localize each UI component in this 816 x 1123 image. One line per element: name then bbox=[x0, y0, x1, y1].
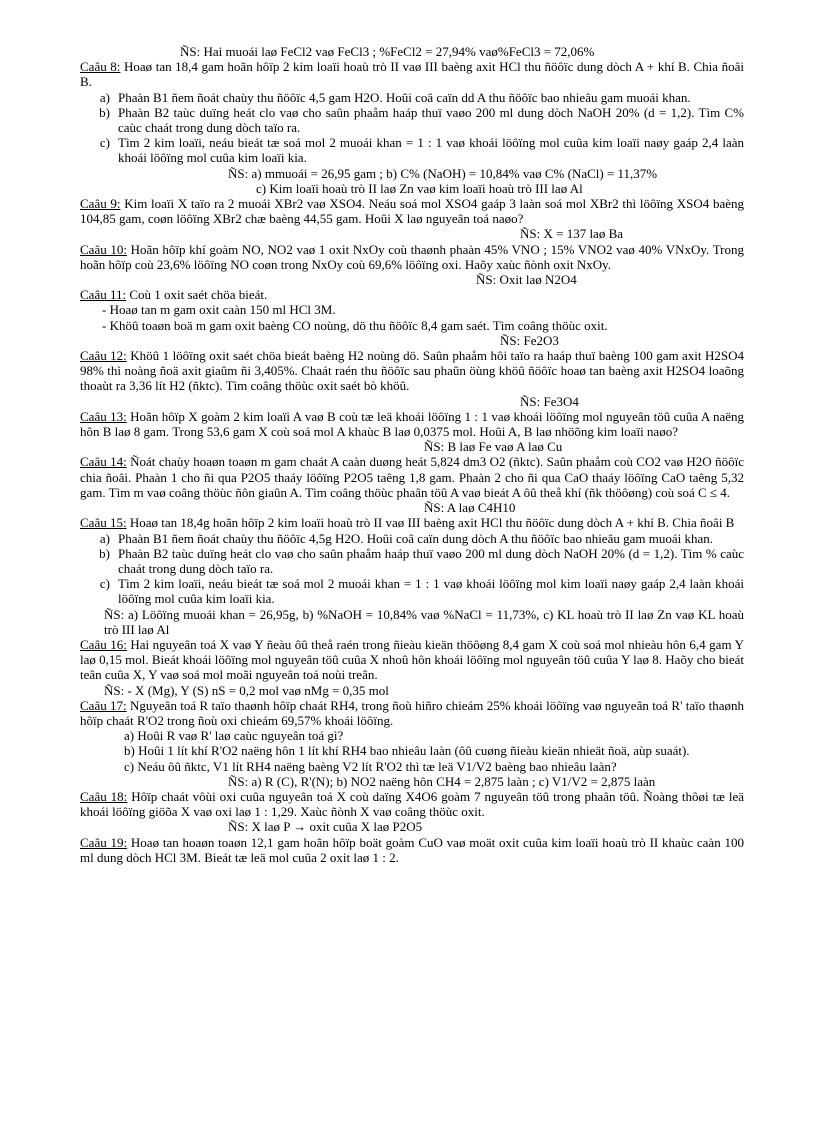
answer-line: ÑS: Fe3O4 bbox=[520, 393, 579, 409]
question-11 bbox=[80, 287, 744, 302]
item-label: c) bbox=[99, 576, 110, 592]
list-item bbox=[80, 546, 744, 576]
question-12 bbox=[80, 348, 744, 394]
list-item: a) Hoûi R vaø R' laø caùc nguyeân toá gì? bbox=[124, 728, 344, 744]
item-text: Phaàn B1 ñem ñoát chaùy thu ñöôïc 4,5 gam H2O. Hoûi coâ caïn dd A thu ñöôïc bao nhieâu gam muoái khan. bbox=[118, 89, 691, 105]
question-text: Khöû 1 löôïng oxit saét chöa bieát baèng H2 noùng dö. Saûn phaåm hôi taïo ra haáp thuï baèng 100 gam axit H2SO4 98% thì noàng ñoä axit giaûm ñi 3,405%. Chaát raén thu ñöôïc sau phaûn öùng khöû ñöôïc hoaø tan baèng axit H2SO4 loaõng thoaùt ra 3,36 lít H2 (ñktc). Tìm coâng thöùc oxit saét bò khöû. bbox=[80, 348, 744, 394]
question-text: Ñoát chaùy hoaøn toaøn m gam chaát A caàn duøng heát 5,824 dm3 O2 (ñktc). Saûn phaåm coù CO2 vaø H2O ñöôïc chia ñoâi. Phaàn 1 cho ñi qua P2O5 thaáy löôïng P2O5 taêng 1,8 gam. Phaàn 2 cho ñi qua CaO thaáy löôïng CaO taêng 5,32 gam. Tìm m vaø coâng thöùc ñôn giaûn A. Tìm coâng thöùc phaân töû A vaø bieát A ôû theå khí (ñk thöôøng) coù soá C ≤ 4. bbox=[80, 454, 744, 500]
item-label: b) bbox=[99, 545, 110, 561]
item-label: c) bbox=[99, 135, 110, 151]
question-15 bbox=[80, 515, 744, 530]
item-text: Phaàn B2 taùc duïng heát clo vaø cho saûn phaåm haáp thuï vaøo 200 ml dung dòch NaOH 20% (d = 1,2). Tìm C% caùc chaát trong dung dòch taïo ra. bbox=[118, 104, 744, 136]
answer-line: ÑS: A laø C4H10 bbox=[424, 500, 516, 516]
question-label: Caâu 18: bbox=[80, 788, 128, 804]
question-text: Hoãn hôïp khí goàm NO, NO2 vaø 1 oxit NxOy coù thaønh phaàn 45% VNO ; 15% VNO2 vaø 40% VNxOy. Trong hoãn hôïp coù 23,6% löôïng NO coøn trong NxOy coù 69,6% löôïng oxi. Haõy xaùc ñònh oxit NxOy. bbox=[80, 241, 745, 272]
question-label: Caâu 17: bbox=[80, 697, 127, 713]
list-item: c) Neáu ôû ñktc, V1 lít RH4 naëng baèng V2 lít R'O2 thì tæ leä V1/V2 baèng bao nhieâu laàn? bbox=[124, 758, 617, 774]
question-label: Caâu 10: bbox=[80, 241, 127, 257]
question-10 bbox=[80, 242, 744, 272]
question-label: Caâu 9: bbox=[80, 196, 121, 212]
question-label: Caâu 12: bbox=[80, 348, 127, 364]
list-item bbox=[80, 135, 744, 165]
item-text: Tìm 2 kim loaïi, neáu bieát tæ soá mol 2 muoái khan = 1 : 1 vaø khoái löôïng mol cuûa kim loaïi naøy gaáp 2,4 laàn khoái löôïng mol cuûa kim loaïi kia. bbox=[118, 135, 744, 166]
question-8 bbox=[80, 59, 744, 89]
answer-line: ÑS: a) R (C), R'(N); b) NO2 naëng hôn CH4 = 2,875 laàn ; c) V1/V2 = 2,875 laàn bbox=[228, 773, 656, 789]
question-label: Caâu 16: bbox=[80, 636, 127, 652]
list-item bbox=[80, 576, 744, 606]
question-18 bbox=[80, 789, 744, 819]
list-item: - Hoaø tan m gam oxit caàn 150 ml HCl 3M. bbox=[102, 302, 336, 318]
answer-line: ÑS: Fe2O3 bbox=[500, 332, 559, 348]
item-label: b) bbox=[99, 104, 110, 120]
list-item bbox=[80, 90, 744, 105]
question-9 bbox=[80, 196, 744, 226]
document-page bbox=[80, 44, 744, 865]
answer-line: ÑS: X = 137 laø Ba bbox=[520, 226, 624, 242]
answer-line: ÑS: - X (Mg), Y (S) nS = 0,2 mol vaø nMg = 0,35 mol bbox=[104, 682, 389, 698]
item-text: Tìm 2 kim loaïi, neáu bieát tæ soá mol 2 muoái khan = 1 : 1 vaø khoái löôïng mol kim loaïi naøy gaáp 2,4 laàn khoái löôïng mol cuûa kim loaïi kia. bbox=[118, 576, 744, 607]
answer-line: ÑS: Oxit laø N2O4 bbox=[476, 272, 577, 288]
question-14 bbox=[80, 454, 744, 500]
item-label: a) bbox=[99, 89, 110, 105]
question-label: Caâu 19: bbox=[80, 834, 128, 850]
question-text: Coù 1 oxit saét chöa bieát. bbox=[126, 287, 268, 303]
answer-line: ÑS: a) Löôïng muoái khan = 26,95g, b) %NaOH = 10,84% vaø %NaCl = 11,73%, c) KL hoaù trò II laø Zn vaø KL hoaù trò III laø Al bbox=[104, 606, 744, 637]
question-label: Caâu 15: bbox=[80, 515, 127, 531]
question-17 bbox=[80, 698, 744, 728]
answer-line: c) Kim loaïi hoaù trò II laø Zn vaø kim loaïi hoaù trò III laø Al bbox=[256, 180, 583, 196]
answer-line: ÑS: B laø Fe vaø A laø Cu bbox=[424, 439, 563, 455]
item-label: a) bbox=[99, 530, 110, 546]
question-label: Caâu 14: bbox=[80, 454, 127, 470]
item-text: Phaàn B1 ñem ñoát chaùy thu ñöôïc 4,5g H2O. Hoûi coâ caïn dung dòch A thu ñöôïc bao nhieâu gam muoái khan. bbox=[118, 530, 713, 546]
question-19 bbox=[80, 835, 744, 865]
question-text: Nguyeân toá R taïo thaønh hôïp chaát RH4, trong ñoù hiñro chieám 25% khoái löôïng vaø nguyeân toá R' taïo thaønh hôïp chaát R'O2 trong ñoù oxi chieám 69,57% khoái löôïng. bbox=[80, 697, 744, 728]
question-text: Kim loaïi X taïo ra 2 muoái XBr2 vaø XSO4. Neáu soá mol XSO4 gaáp 3 laàn soá mol XBr2 thì löôïng XSO4 baèng 104,85 gam, coøn löôïng XBr2 chæ baèng 44,55 gam. Hoûi X laø nguyeân toá naøo? bbox=[80, 196, 744, 227]
question-text: Hoaø tan hoaøn toaøn 12,1 gam hoãn hôïp boät goàm CuO vaø moät oxit cuûa kim loaïi hoaù trò II khaùc caàn 100 ml dung dòch HCl 3M. Bieát tæ leä mol cuûa 2 oxit laø 1 : 2. bbox=[80, 834, 744, 865]
answer-line: ÑS: a) mmuoái = 26,95 gam ; b) C% (NaOH) = 10,84% vaø C% (NaCl) = 11,37% bbox=[228, 165, 658, 181]
answer-line: ÑS: X laø P → oxit cuûa X laø P2O5 bbox=[228, 819, 423, 835]
list-item bbox=[80, 105, 744, 135]
question-label: Caâu 13: bbox=[80, 408, 127, 424]
list-item bbox=[80, 531, 744, 546]
question-text: Hôïp chaát vôùi oxi cuûa nguyeân toá X coù daïng X4O6 goàm 7 nguyeân töû trong phaân töû. Ñoàng thôøi tæ leä khoái löôïng giöõa X vaø oxi laø 1 : 1,29. Xaùc ñònh X vaø coâng thöùc oxit. bbox=[80, 788, 745, 820]
question-text: Hoãn hôïp X goàm 2 kim loaïi A vaø B coù tæ leä khoái löôïng 1 : 1 vaø khoái löôïng mol nguyeân töû cuûa A naëng hôn B laø 8 gam. Trong 53,6 gam X coù soá mol A khaùc B laø 0,0375 mol. Hoûi A, B laø nhöõng kim loaïi naøo? bbox=[80, 408, 744, 440]
question-label: Caâu 8: bbox=[80, 59, 121, 75]
question-text: Hoaø tan 18,4 gam hoãn hôïp 2 kim loaïi hoaù trò II vaø III baèng axit HCl thu ñöôïc dung dòch A + khí B. Chia ñoâi B. bbox=[80, 59, 745, 90]
answer-line: ÑS: Hai muoái laø FeCl2 vaø FeCl3 ; %FeCl2 = 27,94% vaø%FeCl3 = 72,06% bbox=[180, 44, 595, 59]
question-text: Hoaø tan 18,4g hoãn hôïp 2 kim loaïi hoaù trò II vaø III baèng axit HCl thu ñöôïc dung dòch A + khí B. Chia ñoâi B bbox=[126, 515, 735, 531]
list-item: - Khöû toaøn boä m gam oxit baèng CO noùng, dö thu ñöôïc 8,4 gam saét. Tìm coâng thöùc oxit. bbox=[102, 317, 608, 333]
item-text: Phaàn B2 taùc duïng heát clo vaø cho saûn phaåm haáp thuï vaøo 200 ml dung dòch NaOH 20% (d = 1,2). Tìm % caùc chaát trong dung dòch taïo ra. bbox=[118, 545, 744, 576]
list-item: b) Hoûi 1 lít khí R'O2 naëng hôn 1 lít khí RH4 bao nhieâu laàn (ôû cuøng ñieàu kieän nhieät ñoä, aùp suaát). bbox=[124, 743, 690, 759]
question-16 bbox=[80, 637, 744, 683]
question-13 bbox=[80, 409, 744, 439]
question-label: Caâu 11: bbox=[80, 287, 127, 303]
question-text: Hai nguyeân toá X vaø Y ñeàu ôû theå raén trong ñieàu kieän thöôøng 8,4 gam X coù soá mol nhieàu hôn 6,4 gam Y laø 0,15 mol. Bieát khoái löôïng mol nguyeân töû cuûa X nhoû hôn khoái löôïng mol nguyeân töû cuûa Y laø 8. Haõy cho bieát teân cuûa X, Y vaø soá mol moãi nguyeân toá noùi treân. bbox=[80, 636, 744, 683]
